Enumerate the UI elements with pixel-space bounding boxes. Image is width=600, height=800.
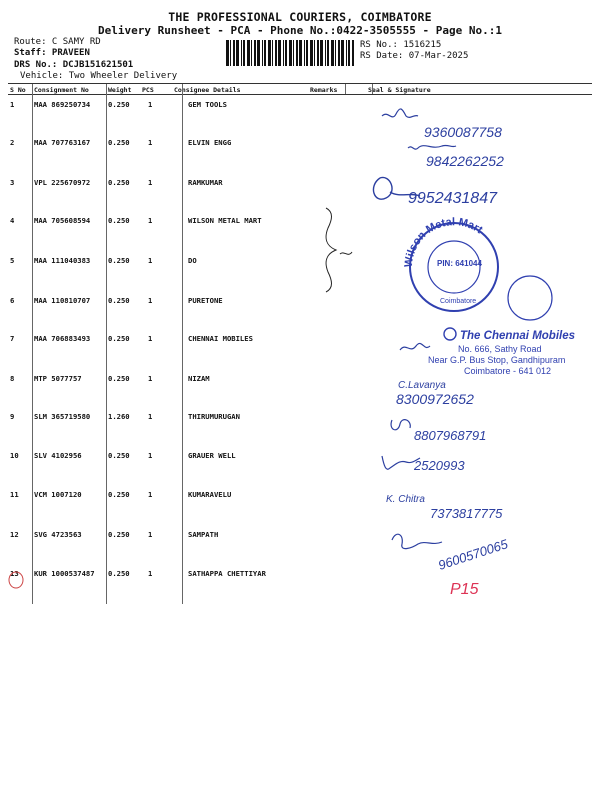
signature-scribble [408, 145, 456, 149]
vehicle-label: Vehicle: Two Wheeler Delivery [20, 71, 178, 81]
initial-mark [340, 252, 352, 254]
col-remarks: Remarks [310, 86, 338, 94]
row-weight: 1.260 [108, 412, 130, 421]
route-label: Route: C SAMY RD [14, 37, 101, 47]
stamp-chennai-addr3: Coimbatore - 641 012 [464, 366, 552, 376]
stamp-city: Coimbatore [440, 298, 477, 305]
signature-scribble [382, 109, 418, 118]
rs-date: RS Date: 07-Mar-2025 [360, 51, 469, 61]
row-consignee: ELVIN ENGG [188, 138, 232, 147]
col-weight: Weight [108, 86, 132, 94]
row-sno: 8 [10, 374, 15, 383]
row-weight: 0.250 [108, 178, 130, 187]
row-pcs: 1 [148, 490, 153, 499]
row-consignment: SVG 4723563 [34, 530, 82, 539]
stamp-chennai-addr2: Near G.P. Bus Stop, Gandhipuram [428, 355, 566, 365]
drs-number: DRS No.: DCJB151621501 [14, 60, 134, 70]
phone-row2: 9842262252 [426, 153, 504, 169]
chennai-mobiles-stamp [428, 328, 575, 376]
row-weight: 0.250 [108, 334, 130, 343]
row-weight: 0.250 [108, 374, 130, 383]
row-pcs: 1 [148, 178, 153, 187]
row-consignment: MTP 5077757 [34, 374, 82, 383]
row-pcs: 1 [148, 569, 153, 578]
row-weight: 0.250 [108, 216, 130, 225]
row-weight: 0.250 [108, 138, 130, 147]
row-consignee: DO [188, 256, 197, 265]
report-subtitle: Delivery Runsheet - PCA - Phone No.:0422-3505555 - Page No.:1 [98, 24, 502, 37]
phone-row10: 2520993 [414, 458, 465, 473]
signature-scribble [400, 343, 430, 350]
row-sno: 5 [10, 256, 15, 265]
row-consignee: GRAUER WELL [188, 451, 236, 460]
col-consignee: Consignee Details [174, 86, 241, 94]
row-consignment: MAA 705608594 [34, 216, 91, 225]
row-consignee: KUMARAVELU [188, 490, 232, 499]
row-sno: 11 [10, 490, 19, 499]
report-title: THE PROFESSIONAL COURIERS, COIMBATORE [168, 10, 432, 24]
row-weight: 0.250 [108, 100, 130, 109]
row-consignment: MAA 707763167 [34, 138, 91, 147]
row-sno: 12 [10, 530, 19, 539]
col-consignment: Consignment No [34, 86, 89, 94]
row-consignment: MAA 869250734 [34, 100, 91, 109]
stamp-chennai-addr1: No. 666, Sathy Road [458, 344, 542, 354]
row-consignee: SAMPATH [188, 530, 219, 539]
row-weight: 0.250 [108, 569, 130, 578]
row-sno: 1 [10, 100, 15, 109]
name-row11: K. Chitra [386, 494, 425, 505]
phone-row8: 8300972652 [396, 391, 474, 407]
signature-scribble [391, 420, 410, 430]
row-pcs: 1 [148, 216, 153, 225]
col-seal: Seal & Signature [368, 86, 431, 94]
row-sno: 10 [10, 451, 19, 460]
row-weight: 0.250 [108, 490, 130, 499]
row-weight: 0.250 [108, 451, 130, 460]
wilson-metal-mart-stamp [403, 216, 498, 311]
row-pcs: 1 [148, 334, 153, 343]
row-sno: 13 [10, 569, 19, 578]
phone-row12: 9600570065 [436, 536, 510, 573]
round-stamp [508, 276, 552, 320]
row-circle-mark [9, 572, 23, 588]
row-consignment: SLV 4102956 [34, 451, 82, 460]
note-row13: P15 [450, 581, 479, 598]
row-pcs: 1 [148, 296, 153, 305]
row-consignment: MAA 110810707 [34, 296, 91, 305]
row-consignment: MAA 706883493 [34, 334, 91, 343]
phone-row1: 9360087758 [424, 124, 502, 140]
row-pcs: 1 [148, 412, 153, 421]
rs-number: RS No.: 1516215 [360, 40, 442, 50]
row-pcs: 1 [148, 256, 153, 265]
row-consignee: PURETONE [188, 296, 223, 305]
row-consignment: MAA 111040383 [34, 256, 91, 265]
brace-mark [326, 208, 336, 292]
row-consignee: NIZAM [188, 374, 210, 383]
stamp-chennai-name: The Chennai Mobiles [460, 330, 576, 342]
col-sno: S No [10, 86, 26, 94]
row-consignment: SLM 365719580 [34, 412, 91, 421]
row-pcs: 1 [148, 451, 153, 460]
row-consignment: VPL 225670972 [34, 178, 91, 187]
row-consignee: GEM TOOLS [188, 100, 227, 109]
stamp-pin: PIN: 641044 [437, 259, 482, 268]
row-sno: 2 [10, 138, 15, 147]
staff-label: Staff: PRAVEEN [14, 48, 90, 58]
name-row8: C.Lavanya [398, 380, 446, 391]
row-pcs: 1 [148, 374, 153, 383]
row-weight: 0.250 [108, 256, 130, 265]
row-sno: 7 [10, 334, 15, 343]
row-pcs: 1 [148, 530, 153, 539]
row-consignee: RAMKUMAR [188, 178, 223, 187]
signature-scribble [392, 534, 442, 548]
row-sno: 4 [10, 216, 15, 225]
row-consignee: CHENNAI MOBILES [188, 334, 253, 343]
phone-row11: 7373817775 [430, 506, 503, 521]
row-sno: 3 [10, 178, 15, 187]
row-consignment: VCM 1007120 [34, 490, 82, 499]
row-sno: 6 [10, 296, 15, 305]
row-consignee: WILSON METAL MART [188, 216, 262, 225]
row-consignee: THIRUMURUGAN [188, 412, 240, 421]
phone-row3: 9952431847 [408, 190, 497, 207]
col-pcs: PCS [142, 86, 154, 94]
phone-row9: 8807968791 [414, 428, 487, 443]
row-pcs: 1 [148, 138, 153, 147]
row-weight: 0.250 [108, 530, 130, 539]
row-pcs: 1 [148, 100, 153, 109]
row-weight: 0.250 [108, 296, 130, 305]
row-consignment: KUR 1000537487 [34, 569, 95, 578]
stamp-wilson-text: Wilson Metal Mart [402, 216, 485, 268]
row-consignee: SATHAPPA CHETTIYAR [188, 569, 266, 578]
row-sno: 9 [10, 412, 15, 421]
